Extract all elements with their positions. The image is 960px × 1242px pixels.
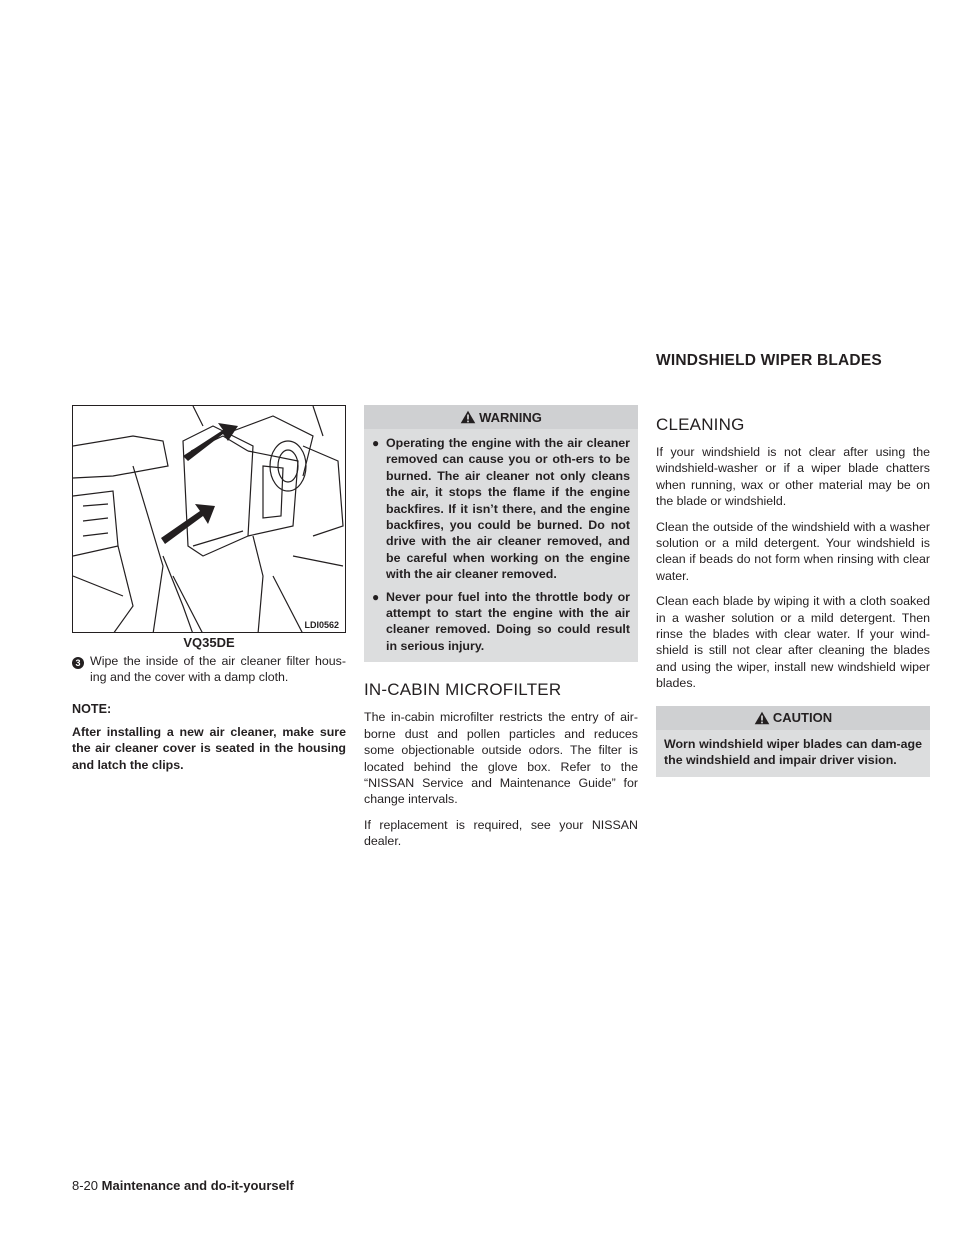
warning-item: ● Never pour fuel into the throttle body or attempt to start the engine with the air cleaner removed. Doing so could result in serious injury. — [372, 589, 630, 653]
chapter-title: Maintenance and do-it-yourself — [101, 1178, 294, 1193]
cleaning-paragraph: Clean the outside of the windshield with a washer solution or a mild detergent. Your windshield is clean if beads do not form when rinsing with clear water. — [656, 519, 930, 583]
column-left — [72, 405, 346, 773]
figure-code: LDI0562 — [304, 620, 339, 630]
warning-box — [364, 405, 638, 662]
microfilter-paragraph: The in-cabin microfilter restricts the entry of air-borne dust and pollen particles and reduces some objectionable outside odors. The filter is located behind the glove box. Refer to the “NISSAN Service and Maintenance Guide” for change intervals. — [364, 710, 638, 807]
air-cleaner-illustration — [73, 406, 346, 633]
cleaning-paragraph: If your windshield is not clear after using the windshield-washer or if a wiper blade chatters when running, wax or other material may be on the blade or windshield. — [656, 445, 930, 509]
warning-icon — [460, 410, 476, 424]
cleaning-paragraph: Clean each blade by wiping it with a cloth soaked in a washer solution or a mild detergent. Then rinse the blades with clear water. If your wind-shield is still not clear after cleaning the blades and using the wiper, install new windshield wiper blades. — [656, 594, 930, 691]
caution-box — [656, 706, 930, 777]
column-middle — [364, 405, 638, 859]
warning-header — [364, 405, 638, 429]
note-heading: NOTE: — [72, 701, 112, 716]
caution-text: Worn windshield wiper blades can dam-age the windshield and impair driver vision. — [664, 736, 922, 768]
caution-header — [656, 706, 930, 730]
page-number: 8-20 — [72, 1178, 99, 1193]
microfilter-paragraph: If replacement is required, see your NISSAN dealer. — [364, 817, 638, 849]
note-body: After installing a new air cleaner, make sure the air cleaner cover is seated in the housing and latch the clips. — [72, 724, 346, 772]
warning-title: WARNING — [479, 409, 542, 425]
step-3 — [72, 653, 346, 686]
cleaning-heading: CLEANING — [656, 415, 745, 434]
microfilter-heading: IN-CABIN MICROFILTER — [364, 680, 562, 700]
step-number: 3 — [72, 653, 90, 686]
step-text: Wipe the inside of the air cleaner filter hous-ing and the cover with a damp cloth. — [90, 654, 346, 685]
column-right — [656, 405, 930, 777]
engine-figure — [72, 405, 346, 633]
warning-item: ● Operating the engine with the air cleaner removed can cause you or oth-ers to be burned. The air cleaner not only cleans the air, it stops the flame if the engine backfires. If it isn’t there, and the engine backfires, you could be burned. Do not drive with the air cleaner removed, and be careful when working on the engine with the air cleaner removed. — [372, 436, 630, 582]
section-title: WINDSHIELD WIPER BLADES — [656, 352, 882, 369]
figure-caption: VQ35DE — [183, 635, 235, 650]
caution-title: CAUTION — [772, 710, 833, 726]
page-footer — [72, 1178, 294, 1193]
caution-icon — [754, 711, 770, 725]
